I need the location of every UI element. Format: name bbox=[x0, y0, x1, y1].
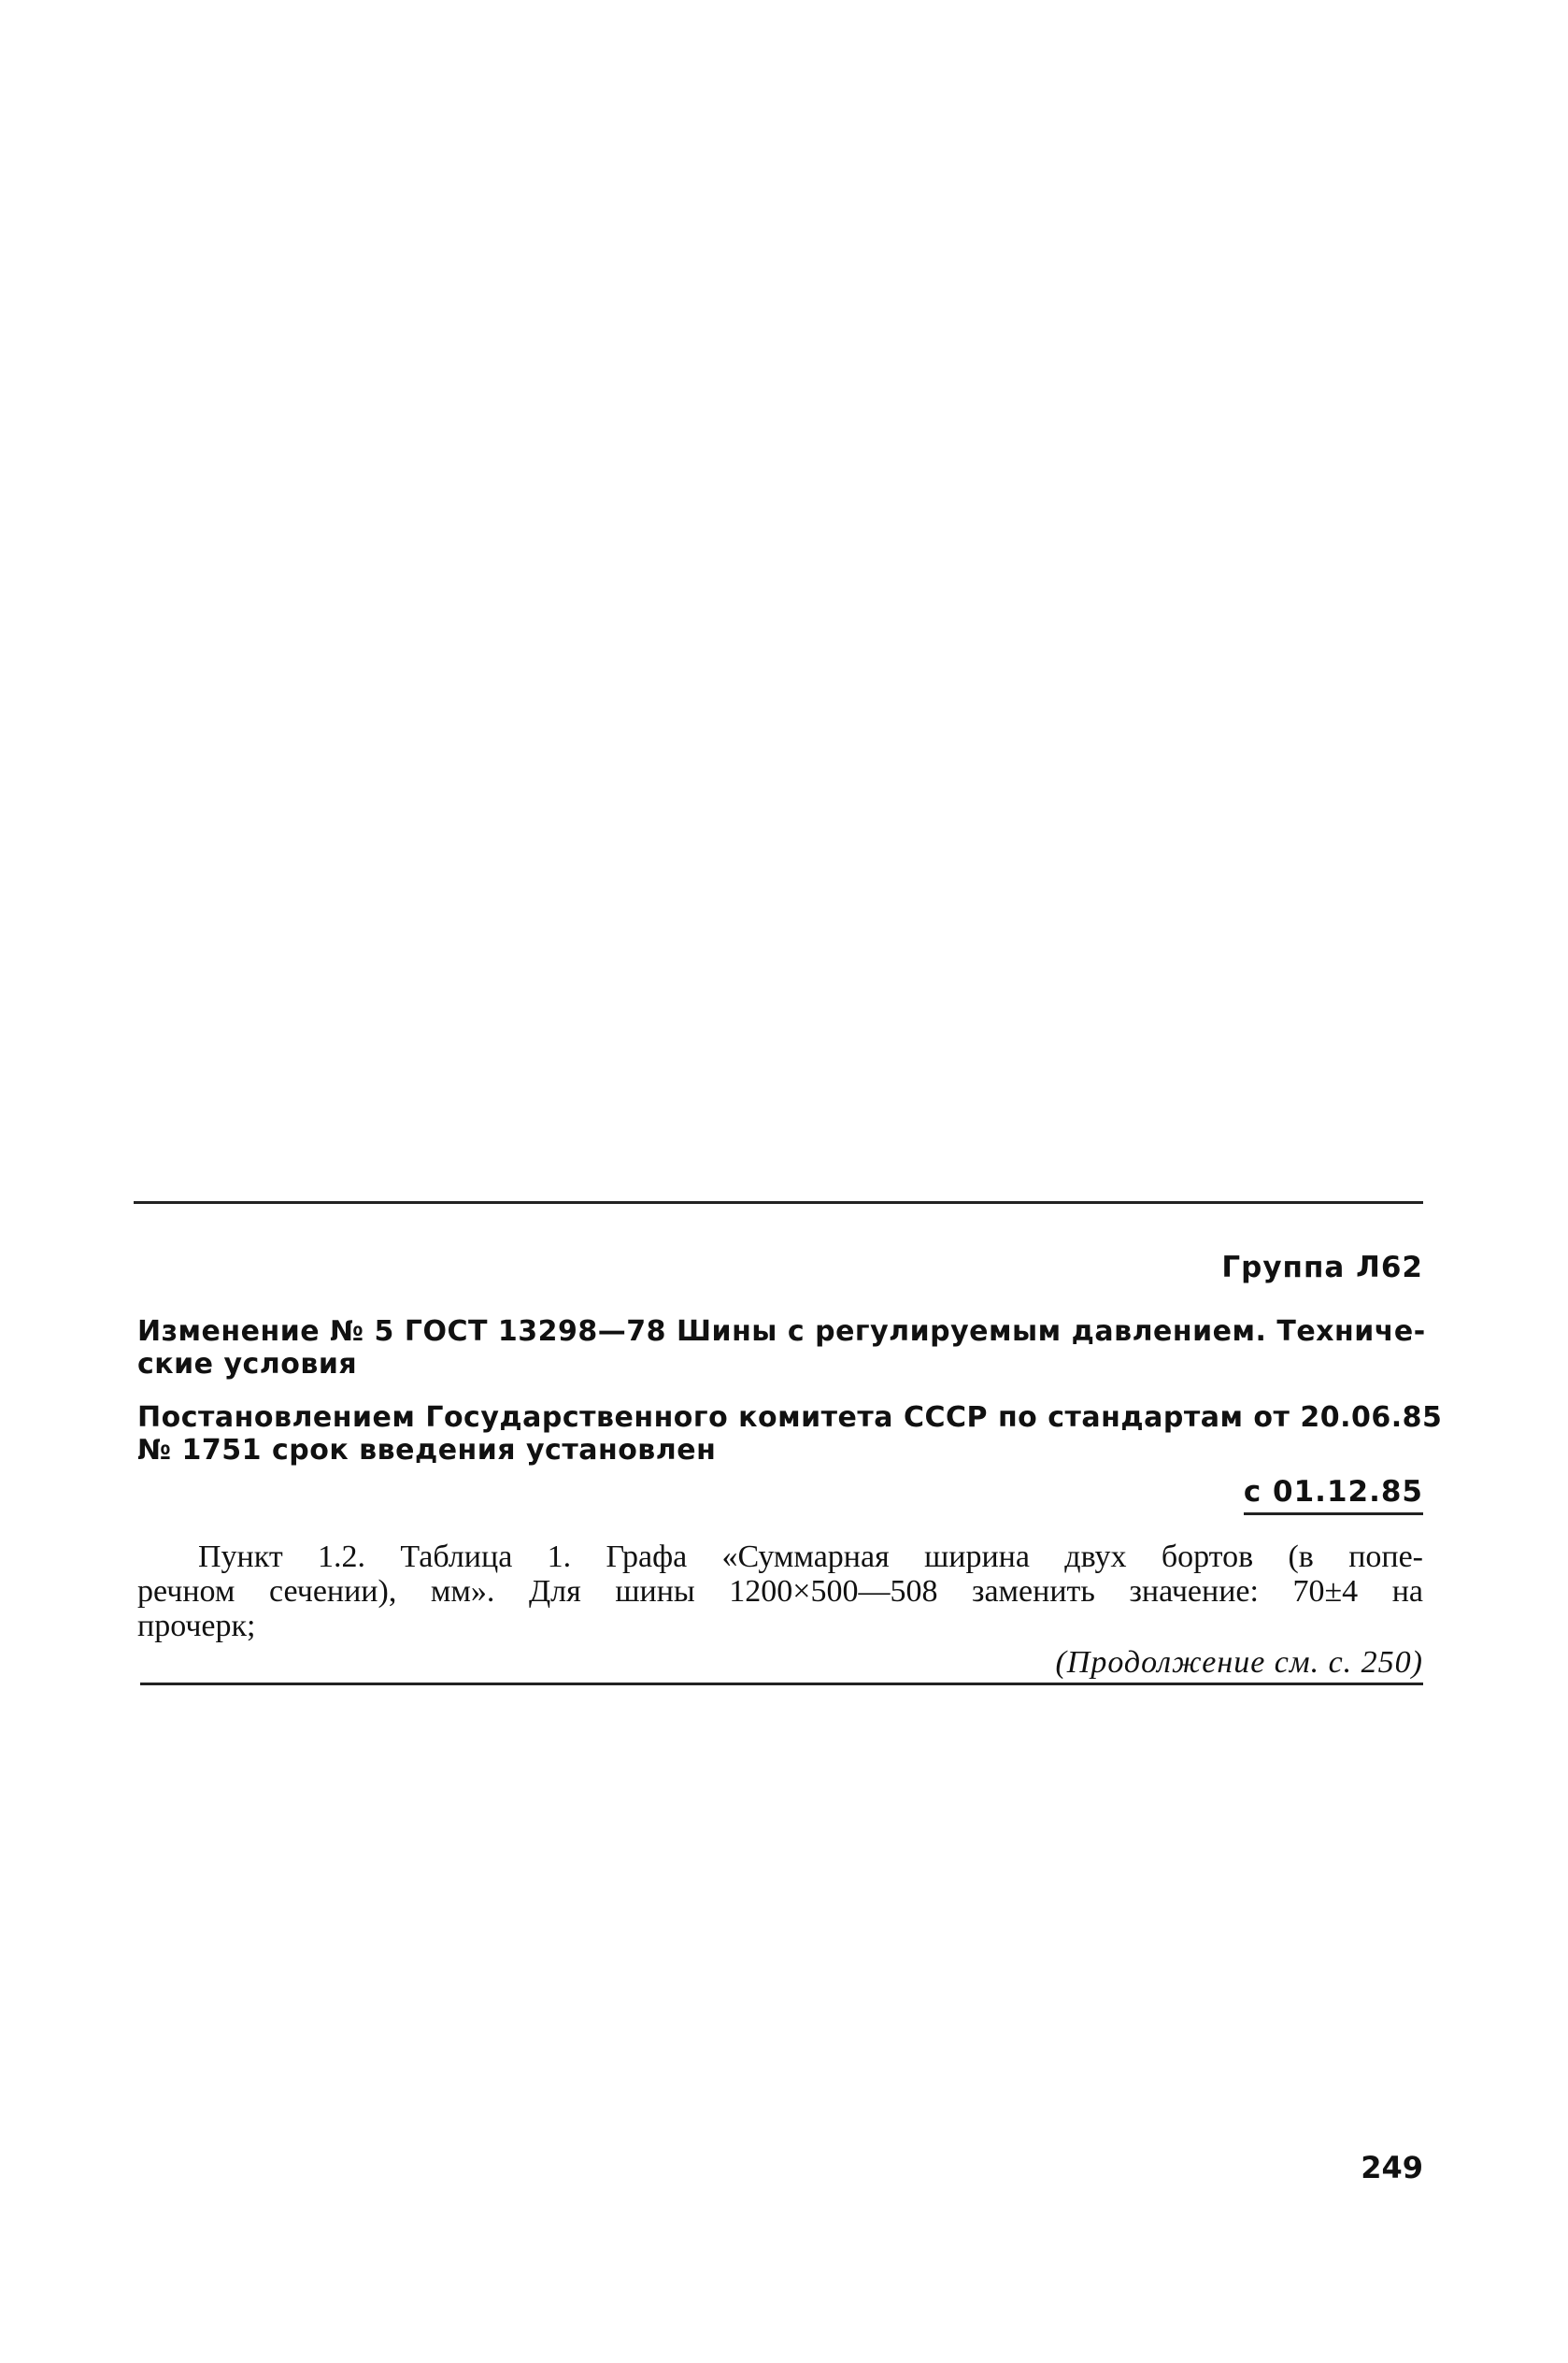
body-text-line-2: речном сечении), мм». Для шины 1200×500—508 заменить значение: 70±4 на bbox=[137, 1574, 1423, 1609]
decree-line-1: Постановлением Государственного комитета СССР по стандартам от 20.06.85 bbox=[137, 1401, 1443, 1434]
group-label: Группа Л62 bbox=[1221, 1251, 1423, 1284]
page-number: 249 bbox=[1361, 2150, 1423, 2185]
continuation-note: (Продолжение см. с. 250) bbox=[1055, 1645, 1423, 1680]
effective-date: с 01.12.85 bbox=[1244, 1473, 1423, 1515]
body-text-line-3: прочерк; bbox=[137, 1609, 256, 1643]
decree-line-2: № 1751 срок введения установлен bbox=[137, 1434, 717, 1467]
top-divider bbox=[134, 1201, 1423, 1204]
change-title-line-2: ские условия bbox=[137, 1348, 358, 1381]
body-text-line-1: Пункт 1.2. Таблица 1. Графа «Суммарная ширина двух бортов (в попе- bbox=[198, 1540, 1423, 1574]
change-title-line-1: Изменение № 5 ГОСТ 13298—78 Шины с регулируемым давлением. Техниче- bbox=[137, 1315, 1426, 1348]
bottom-divider bbox=[140, 1683, 1423, 1685]
